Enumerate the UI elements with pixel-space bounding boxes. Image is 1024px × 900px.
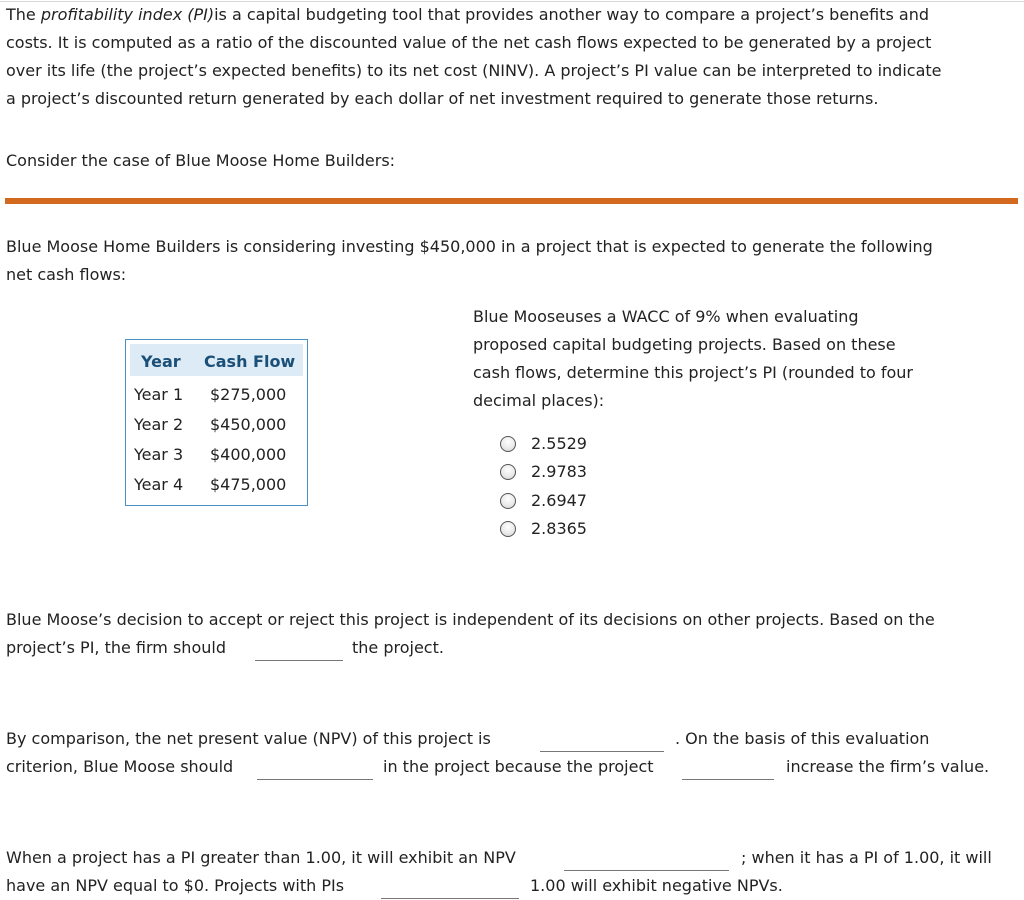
question-line-4: decimal places): xyxy=(473,391,605,410)
npv-line-2-start: criterion, Blue Moose should xyxy=(6,757,234,776)
table-cell-cash-flow: $475,000 xyxy=(210,475,287,494)
decision-dropdown[interactable] xyxy=(255,660,343,661)
npv-value-dropdown[interactable] xyxy=(540,751,664,752)
npv-line-2-middle: in the project because the project xyxy=(383,757,654,776)
question-line-1: Blue Mooseuses a WACC of 9% when evaluating xyxy=(473,307,859,326)
option-label: 2.5529 xyxy=(531,434,587,453)
decision-line-1: Blue Moose’s decision to accept or reject this project is independent of its decisions on other projects. Based on the xyxy=(6,610,935,629)
rule-line-2-start: have an NPV equal to $0. Projects with PIs xyxy=(6,876,345,895)
section-divider xyxy=(5,198,1018,204)
npv-value-effect-dropdown[interactable] xyxy=(682,779,774,780)
table-cell-year: Year 2 xyxy=(134,415,184,434)
table-cell-year: Year 3 xyxy=(134,445,184,464)
header-year: Year xyxy=(141,352,181,371)
npv-line-1-end: . On the basis of this evaluation xyxy=(675,729,930,748)
option-label: 2.9783 xyxy=(531,462,587,481)
option-label: 2.6947 xyxy=(531,491,587,510)
intro-line-1 xyxy=(6,1,1018,29)
scenario-line-1: Blue Moose Home Builders is considering investing $450,000 in a project that is expected to generate the following xyxy=(6,237,933,256)
radio-button[interactable] xyxy=(500,436,516,452)
option-label: 2.8365 xyxy=(531,519,587,538)
cash-flow-table xyxy=(125,339,308,506)
scenario-line-2: net cash flows: xyxy=(6,265,127,284)
intro-line-4: a project’s discounted return generated by each dollar of net investment required to generate those returns. xyxy=(6,89,879,108)
intro-line-1-end: is a capital budgeting tool that provides another way to compare a project’s benefits and xyxy=(214,5,930,24)
radio-button[interactable] xyxy=(500,493,516,509)
rule-line-2-end: 1.00 will exhibit negative NPVs. xyxy=(530,876,783,895)
intro-line-2: costs. It is computed as a ratio of the discounted value of the net cash flows expected to be generated by a project xyxy=(6,33,932,52)
case-intro: Consider the case of Blue Moose Home Builders: xyxy=(6,151,396,170)
npv-line-2-end: increase the firm’s value. xyxy=(786,757,990,776)
rule-line-1-end: ; when it has a PI of 1.00, it will xyxy=(741,848,992,867)
pi-term: profitability index (PI) xyxy=(40,5,215,24)
radio-button[interactable] xyxy=(500,464,516,480)
rule-line-1-start: When a project has a PI greater than 1.00, it will exhibit an NPV xyxy=(6,848,516,867)
npv-sign-dropdown[interactable] xyxy=(564,870,729,871)
npv-decision-dropdown[interactable] xyxy=(257,779,373,780)
intro-line-1-start: The xyxy=(6,5,41,24)
table-cell-year: Year 4 xyxy=(134,475,184,494)
table-cell-cash-flow: $400,000 xyxy=(210,445,287,464)
table-cell-year: Year 1 xyxy=(134,385,184,404)
pi-comparison-dropdown[interactable] xyxy=(381,898,519,899)
table-cell-cash-flow: $275,000 xyxy=(210,385,287,404)
question-line-2: proposed capital budgeting projects. Based on these xyxy=(473,335,896,354)
table-cell-cash-flow: $450,000 xyxy=(210,415,287,434)
intro-paragraph xyxy=(6,1,1018,113)
intro-line-3: over its life (the project’s expected benefits) to its net cost (NINV). A project’s PI value can be interpreted to indicate xyxy=(6,61,942,80)
header-cash-flow: Cash Flow xyxy=(204,352,296,371)
npv-line-1-start: By comparison, the net present value (NPV) of this project is xyxy=(6,729,491,748)
scenario-paragraph xyxy=(6,233,933,289)
pi-question xyxy=(473,303,913,415)
decision-line-2-end: the project. xyxy=(352,638,444,657)
decision-line-2-start: project’s PI, the firm should xyxy=(6,638,226,657)
question-line-3: cash flows, determine this project’s PI (rounded to four xyxy=(473,363,913,382)
radio-button[interactable] xyxy=(500,521,516,537)
